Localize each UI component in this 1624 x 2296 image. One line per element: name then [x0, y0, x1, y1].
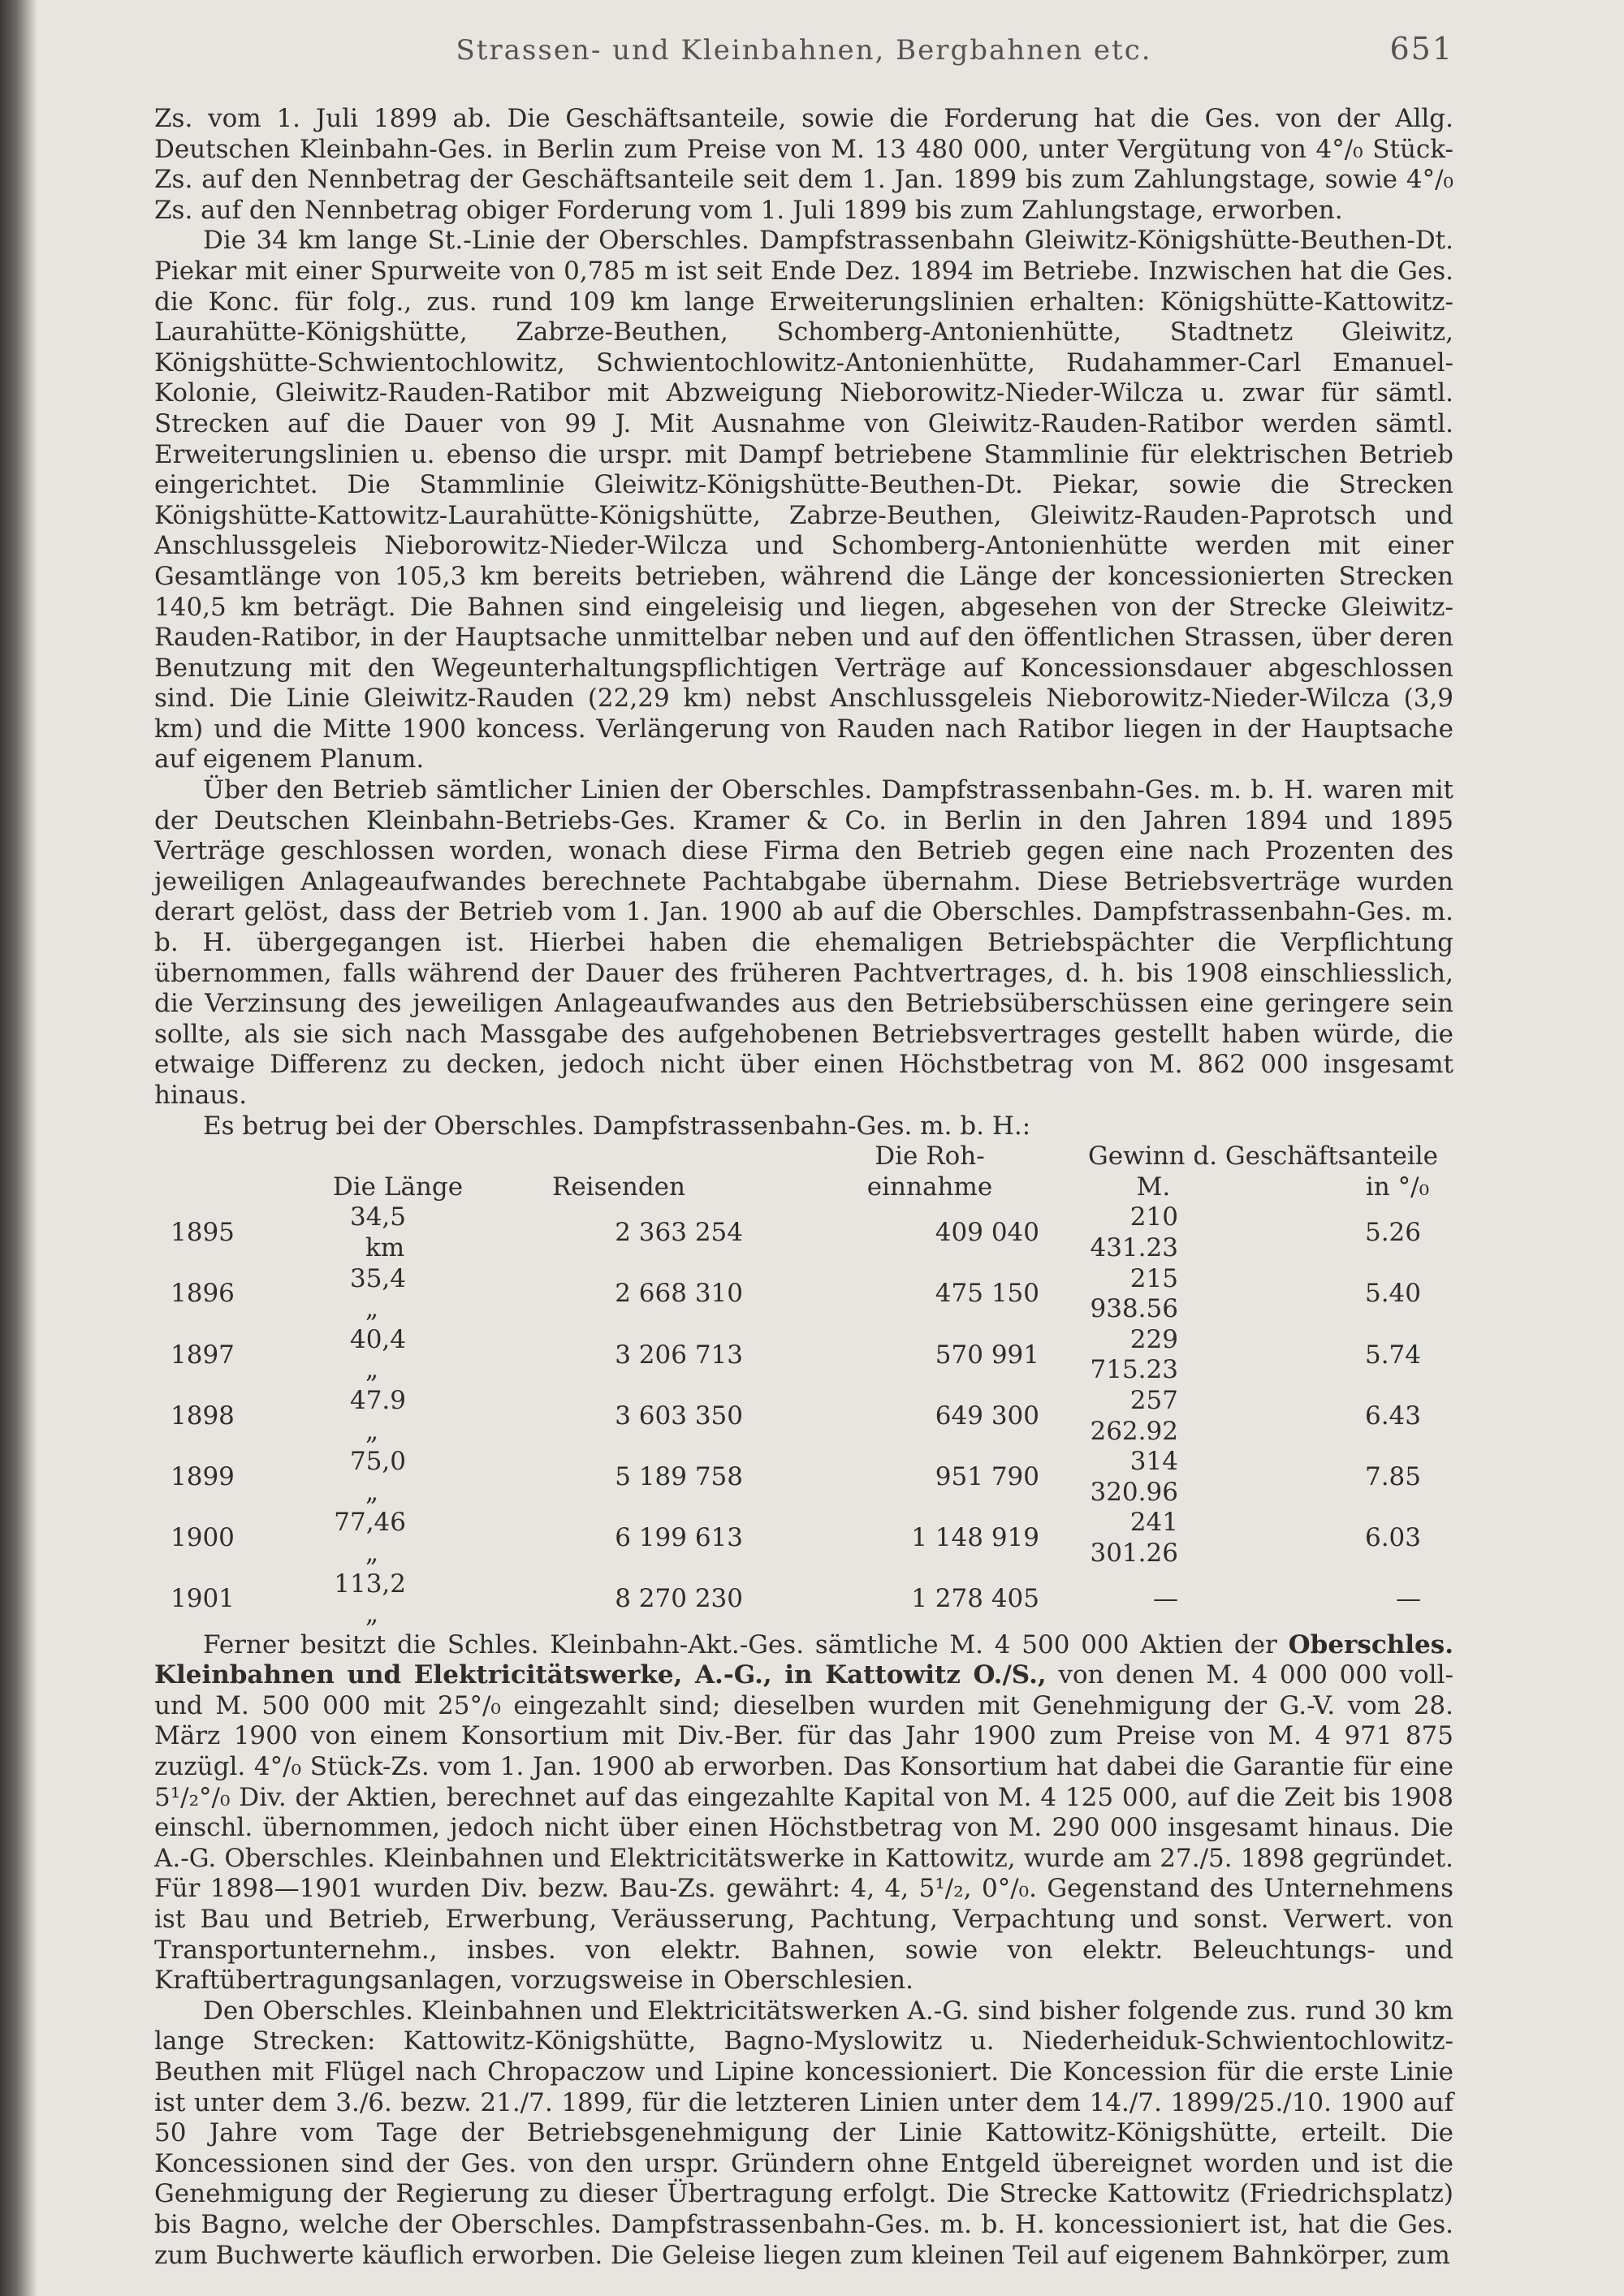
- page-header: [154, 29, 1453, 70]
- header-profit-top: Gewinn d. Geschäftsanteile: [1088, 1142, 1438, 1172]
- cell-profit: 229 715.23: [1090, 1324, 1178, 1385]
- cell-length: 40,4„: [349, 1324, 406, 1385]
- cell-revenue: 570 991: [935, 1340, 1039, 1370]
- cell-percent: 5.26: [1364, 1218, 1421, 1248]
- cell-unit: „: [365, 1355, 379, 1385]
- page-number: 651: [1389, 31, 1453, 67]
- cell-year: 1900: [171, 1523, 235, 1553]
- table-row: [154, 1447, 1453, 1508]
- header-profit-pct: in °/₀: [1365, 1172, 1429, 1202]
- cell-unit: „: [365, 1477, 379, 1507]
- cell-percent: 5.74: [1364, 1340, 1421, 1370]
- running-title: Strassen- und Kleinbahnen, Bergbahnen etc.: [456, 34, 1152, 67]
- table-row: [154, 1386, 1453, 1447]
- paragraph-2: Die 34 km lange St.-Linie der Oberschles. Dampfstrassenbahn Gleiwitz-Königshütte-Beuthen-Dt. Piekar mit einer Spurweite von 0,785 m ist seit Ende Dez. 1894 im Betriebe. Inzwischen hat die Ges. die Konc. für folg., zus. rund 109 km lange Erweiterungslinien erhalten: Königshütte-Kattowitz-Laurahütte-Königshütte, Zabrze-Beuthen, Schomberg-Antonienhütte, Stadtnetz Gleiwitz, Königshütte-Schwientochlowitz, Schwientochlowitz-Antonienhütte, Rudahammer-Carl Emanuel-Kolonie, Gleiwitz-Rauden-Ratibor mit Abzweigung Nieborowitz-Nieder-Wilcza u. zwar für sämtl. Strecken auf die Dauer von 99 J. Mit Ausnahme von Gleiwitz-Rauden-Ratibor werden sämtl. Erweiterungslinien u. ebenso die urspr. mit Dampf betriebene Stammlinie für elektrischen Betrieb eingerichtet. Die Stammlinie Gleiwitz-Königshütte-Beuthen-Dt. Piekar, sowie die Strecken Königshütte-Kattowitz-Laurahütte-Königshütte, Zabrze-Beuthen, Gleiwitz-Rauden-Paprotsch und Anschlussgeleis Nieborowitz-Nieder-Wilcza und Schomberg-Antonienhütte werden mit einer Gesamtlänge von 105,3 km bereits betrieben, während die Länge der koncessionierten Strecken 140,5 km beträgt. Die Bahnen sind eingeleisig und liegen, abgesehen von der Strecke Gleiwitz-Rauden-Ratibor, in der Hauptsache unmittelbar neben und auf den öffentlichen Strassen, über deren Benutzung mit den Wegeunterhaltungspflichtigen Verträge auf Koncessionsdauer abgeschlossen sind. Die Linie Gleiwitz-Rauden (22,29 km) nebst Anschlussgeleis Nieborowitz-Nieder-Wilcza (3,9 km) und die Mitte 1900 koncess. Verlängerung von Rauden nach Ratibor liegen in der Hauptsache auf eigenem Planum.: [154, 226, 1453, 775]
- cell-passengers: 2 363 254: [615, 1218, 743, 1248]
- cell-year: 1898: [171, 1400, 235, 1431]
- cell-revenue: 951 790: [935, 1461, 1039, 1491]
- table-row: [154, 1202, 1453, 1263]
- table-row: [154, 1508, 1453, 1569]
- table-row: [154, 1569, 1453, 1630]
- cell-passengers: 3 603 350: [615, 1400, 743, 1431]
- cell-length: 77,46„: [334, 1508, 406, 1568]
- table-row: [154, 1264, 1453, 1325]
- cell-passengers: 8 270 230: [615, 1584, 743, 1614]
- cell-year: 1896: [171, 1279, 235, 1309]
- header-revenue-top: Die Roh-: [875, 1142, 985, 1172]
- header-passengers: Reisenden: [552, 1172, 685, 1202]
- cell-profit: 210 431.23: [1090, 1202, 1178, 1262]
- cell-revenue: 409 040: [935, 1218, 1039, 1248]
- cell-revenue: 1 148 919: [911, 1523, 1039, 1553]
- cell-unit: „: [365, 1294, 379, 1324]
- cell-profit: 215 938.56: [1090, 1263, 1178, 1324]
- cell-length: 113,2„: [334, 1569, 406, 1629]
- cell-profit: —: [1152, 1584, 1178, 1614]
- cell-length: 47.9„: [349, 1385, 406, 1446]
- cell-revenue: 1 278 405: [911, 1584, 1039, 1614]
- cell-profit: 241 301.26: [1090, 1508, 1178, 1568]
- cell-unit: „: [365, 1538, 379, 1568]
- cell-percent: 7.85: [1364, 1461, 1421, 1491]
- cell-year: 1895: [171, 1218, 235, 1248]
- paragraph-5: Ferner besitzt die Schles. Kleinbahn-Akt.-Ges. sämtliche M. 4 500 000 Aktien der Oberschles. Kleinbahnen und Elektricitätswerke, A.-G., in Kattowitz O./S., von denen M. 4 000 000 voll- und M. 500 000 mit 25°/₀ eingezahlt sind; dieselben wurden mit Genehmigung der G.-V. vom 28. März 1900 von einem Konsortium mit Div.-Ber. für das Jahr 1900 zum Preise von M. 4 971 875 zuzügl. 4°/₀ Stück-Zs. vom 1. Jan. 1900 ab erworben. Das Konsortium hat dabei die Garantie für eine 5¹/₂°/₀ Div. der Aktien, berechnet auf das eingezahlte Kapital von M. 4 125 000, auf die Zeit bis 1908 einschl. übernommen, jedoch nicht über einen Höchstbetrag von M. 290 000 insgesamt hinaus. Die A.-G. Oberschles. Kleinbahnen und Elektricitätswerke in Kattowitz, wurde am 27./5. 1898 gegründet. Für 1898—1901 wurden Div. bezw. Bau-Zs. gewährt: 4, 4, 5¹/₂, 0°/₀. Gegenstand des Unternehmens ist Bau und Betrieb, Erwerbung, Veräusserung, Pachtung, Verpachtung und sonst. Verwert. von Transportunternehm., insbes. von elektr. Bahnen, sowie von elektr. Beleuchtungs- und Kraftübertragungsanlagen, vorzugsweise in Oberschlesien.: [154, 1629, 1453, 1996]
- cell-year: 1899: [171, 1461, 235, 1491]
- cell-percent: —: [1396, 1584, 1421, 1614]
- cell-revenue: 475 150: [935, 1279, 1039, 1309]
- table-header-row-top: [154, 1142, 1453, 1172]
- table-header-row-bottom: [154, 1172, 1453, 1203]
- cell-length: 75,0„: [349, 1447, 406, 1507]
- scanned-page-edge: [0, 0, 37, 2296]
- cell-passengers: 3 206 713: [615, 1340, 743, 1370]
- statistics-table: [154, 1142, 1453, 1630]
- table-intro: Es betrug bei der Oberschles. Dampfstrassenbahn-Ges. m. b. H.:: [203, 1111, 1031, 1141]
- cell-length: 35,4„: [349, 1263, 406, 1324]
- cell-length: 34,5km: [349, 1202, 406, 1262]
- cell-profit: 257 262.92: [1090, 1385, 1178, 1446]
- cell-year: 1901: [171, 1584, 235, 1614]
- cell-percent: 6.03: [1364, 1523, 1421, 1553]
- cell-passengers: 6 199 613: [615, 1523, 743, 1553]
- cell-profit: 314 320.96: [1090, 1447, 1178, 1507]
- document-page: [154, 29, 1453, 2271]
- cell-unit: „: [365, 1416, 379, 1446]
- company-name: Oberschles. Kleinbahnen und Elektricitätswerke, A.-G., in Kattowitz O./S.,: [154, 1629, 1453, 1690]
- cell-unit: „: [365, 1599, 379, 1629]
- paragraph-6: Den Oberschles. Kleinbahnen und Elektricitätswerken A.-G. sind bisher folgende zus. rund 30 km lange Strecken: Kattowitz-Königshütte, Bagno-Myslowitz u. Niederheiduk-Schwientochlowitz-Beuthen mit Flügel nach Chropaczow und Lipine koncessioniert. Die Koncession für die erste Linie ist unter dem 3./6. bezw. 21./7. 1899, für die letzteren Linien unter dem 14./7. 1899/25./10. 1900 auf 50 Jahre vom Tage der Betriebsgenehmigung der Linie Kattowitz-Königshütte, erteilt. Die Koncessionen sind der Ges. von den urspr. Gründern ohne Entgeld übereignet worden und ist die Genehmigung der Regierung zu dieser Übertragung erfolgt. Die Strecke Kattowitz (Friedrichsplatz) bis Bagno, welche der Oberschles. Dampfstrassenbahn-Ges. m. b. H. koncessioniert ist, hat die Ges. zum Buchwerte käuflich erworben. Die Geleise liegen zum kleinen Teil auf eigenem Bahnkörper, zum: [154, 1996, 1453, 2270]
- paragraph-3: Über den Betrieb sämtlicher Linien der Oberschles. Dampfstrassenbahn-Ges. m. b. H. waren mit der Deutschen Kleinbahn-Betriebs-Ges. Kramer & Co. in Berlin in den Jahren 1894 und 1895 Verträge geschlossen worden, wonach diese Firma den Betrieb gegen eine nach Prozenten des jeweiligen Anlageaufwandes berechnete Pachtabgabe übernahm. Diese Betriebsverträge wurden derart gelöst, dass der Betrieb vom 1. Jan. 1900 ab auf die Oberschles. Dampfstrassenbahn-Ges. m. b. H. übergegangen ist. Hierbei haben die ehemaligen Betriebspächter die Verpflichtung übernommen, falls während der Dauer des früheren Pachtvertrages, d. h. bis 1908 einschliesslich, die Verzinsung des jeweiligen Anlageaufwandes aus den Betriebsüberschüssen eine geringere sein sollte, als sie sich nach Massgabe des aufgehobenen Betriebsvertrages gestellt haben würde, die etwaige Differenz zu decken, jedoch nicht über einen Höchstbetrag von M. 862 000 insgesamt hinaus.: [154, 775, 1453, 1110]
- header-profit-m: M.: [1136, 1172, 1171, 1202]
- cell-revenue: 649 300: [935, 1400, 1039, 1431]
- table-row: [154, 1325, 1453, 1386]
- cell-unit: km: [365, 1232, 405, 1262]
- paragraph-1: Zs. vom 1. Juli 1899 ab. Die Geschäftsanteile, sowie die Forderung hat die Ges. von der Allg. Deutschen Kleinbahn-Ges. in Berlin zum Preise von M. 13 480 000, unter Vergütung von 4°/₀ Stück-Zs. auf den Nennbetrag der Geschäftsanteile seit dem 1. Jan. 1899 bis zum Zahlungstage, sowie 4°/₀ Zs. auf den Nennbetrag obiger Forderung vom 1. Juli 1899 bis zum Zahlungstage, erworben.: [154, 104, 1453, 225]
- header-length: Die Länge: [332, 1172, 464, 1202]
- header-revenue: einnahme: [866, 1172, 993, 1202]
- cell-percent: 6.43: [1364, 1400, 1421, 1431]
- cell-passengers: 5 189 758: [615, 1461, 743, 1491]
- cell-percent: 5.40: [1364, 1279, 1421, 1309]
- body-text: [154, 104, 1453, 2271]
- cell-year: 1897: [171, 1340, 235, 1370]
- cell-passengers: 2 668 310: [615, 1279, 743, 1309]
